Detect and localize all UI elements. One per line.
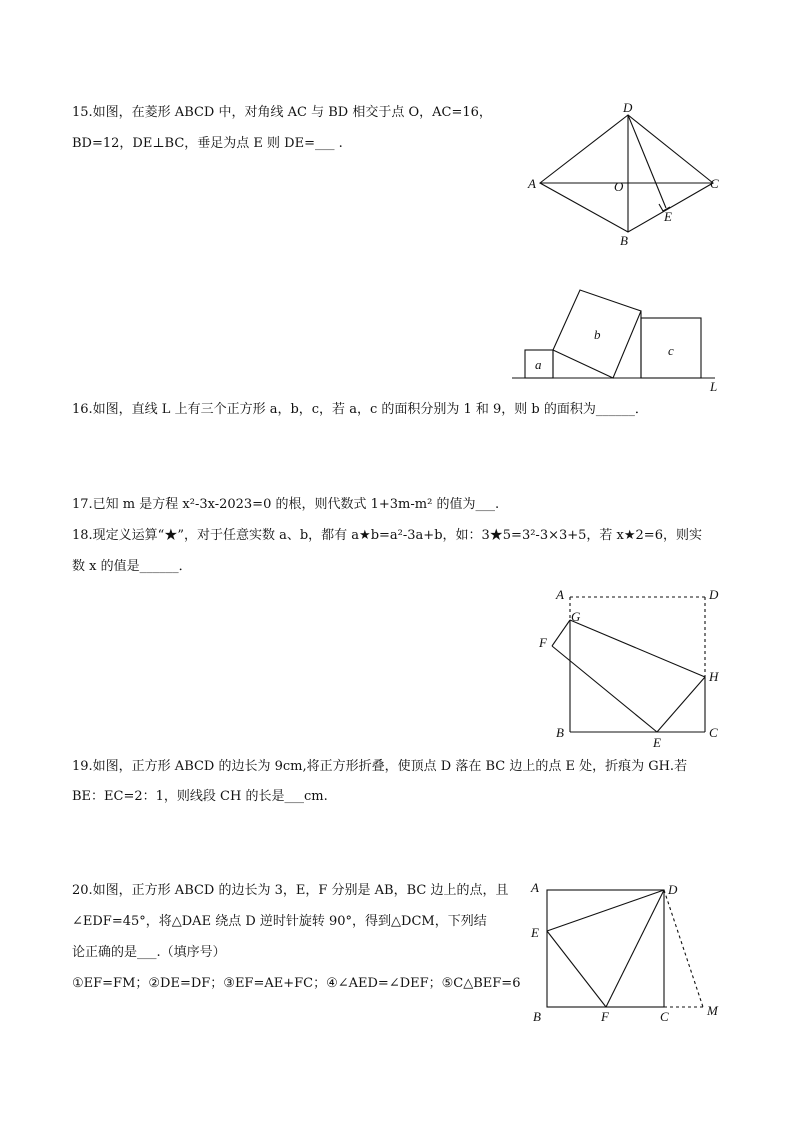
q18-line2: 数 x 的值是______． bbox=[72, 559, 192, 574]
label-O: O bbox=[614, 179, 624, 194]
label-b: b bbox=[594, 327, 601, 342]
q20-line1: 20.如图，正方形 ABCD 的边长为 3，E，F 分别是 AB，BC 边上的点，且 bbox=[72, 883, 509, 898]
q19-line1: 19.如图，正方形 ABCD 的边长为 9cm,将正方形折叠，使顶点 D 落在 BC 边上的点 E 处，折痕为 GH.若 bbox=[72, 759, 688, 774]
q20-line4: ①EF=FM；②DE=DF；③EF=AE+FC；④∠AED=∠DEF；⑤C△BEF=6 bbox=[72, 976, 521, 991]
label-B: B bbox=[556, 725, 564, 740]
q15-line2: BD=12，DE⊥BC，垂足为点 E 则 DE=___ . bbox=[72, 136, 343, 151]
q15-rhombus-figure bbox=[520, 100, 730, 250]
label-F: F bbox=[539, 635, 547, 650]
label-G: G bbox=[571, 609, 581, 624]
label-C: C bbox=[709, 725, 718, 740]
label-D: D bbox=[709, 587, 719, 602]
fold-gh bbox=[570, 620, 705, 677]
label-D: D bbox=[668, 882, 678, 897]
label-M: M bbox=[707, 1003, 718, 1018]
label-D: D bbox=[623, 100, 633, 115]
label-A: A bbox=[528, 176, 536, 191]
q15-line1: 15.如图，在菱形 ABCD 中，对角线 AC 与 BD 相交于点 O，AC=16， bbox=[72, 105, 492, 120]
q20-rotation-figure bbox=[525, 875, 725, 1027]
q20-line3: 论正确的是___.（填序号） bbox=[72, 945, 226, 960]
label-A: A bbox=[556, 587, 564, 602]
q18-line1: 18.现定义运算“★”，对于任意实数 a、b，都有 a★b=a²-3a+b，如：3★5=3²-3×3+5，若 x★2=6，则实 bbox=[72, 528, 702, 543]
label-F: F bbox=[601, 1009, 609, 1024]
label-a: a bbox=[535, 357, 542, 372]
label-B: B bbox=[620, 233, 628, 248]
label-E: E bbox=[653, 735, 661, 750]
q16-squares-figure bbox=[510, 285, 725, 395]
label-C: C bbox=[710, 176, 719, 191]
segment-ef bbox=[547, 931, 606, 1007]
q19-fold-figure bbox=[535, 585, 730, 750]
label-E: E bbox=[664, 209, 672, 224]
label-E: E bbox=[531, 925, 539, 940]
label-A: A bbox=[531, 880, 539, 895]
label-C: C bbox=[660, 1009, 669, 1024]
label-B: B bbox=[533, 1009, 541, 1024]
segment-ef bbox=[552, 646, 657, 732]
perpendicular-de bbox=[628, 115, 666, 208]
label-H: H bbox=[709, 669, 719, 684]
q19-line2: BE：EC=2：1，则线段 CH 的长是___cm. bbox=[72, 789, 328, 804]
label-L: L bbox=[710, 379, 718, 394]
q20-line2: ∠EDF=45°，将△DAE 绕点 D 逆时针旋转 90°，得到△DCM，下列结 bbox=[72, 914, 487, 929]
rhombus-outline bbox=[540, 115, 713, 232]
label-c: c bbox=[668, 343, 674, 358]
segment-he bbox=[657, 677, 705, 732]
segment-dm-dashed bbox=[664, 890, 703, 1007]
segment-fg bbox=[552, 620, 570, 646]
q17-line1: 17.已知 m 是方程 x²-3x-2023=0 的根，则代数式 1+3m-m² 的值为___. bbox=[72, 497, 500, 512]
q16-line1: 16.如图，直线 L 上有三个正方形 a，b，c，若 a，c 的面积分别为 1 和 9，则 b 的面积为______． bbox=[72, 402, 648, 417]
square-abcd bbox=[547, 890, 664, 1007]
